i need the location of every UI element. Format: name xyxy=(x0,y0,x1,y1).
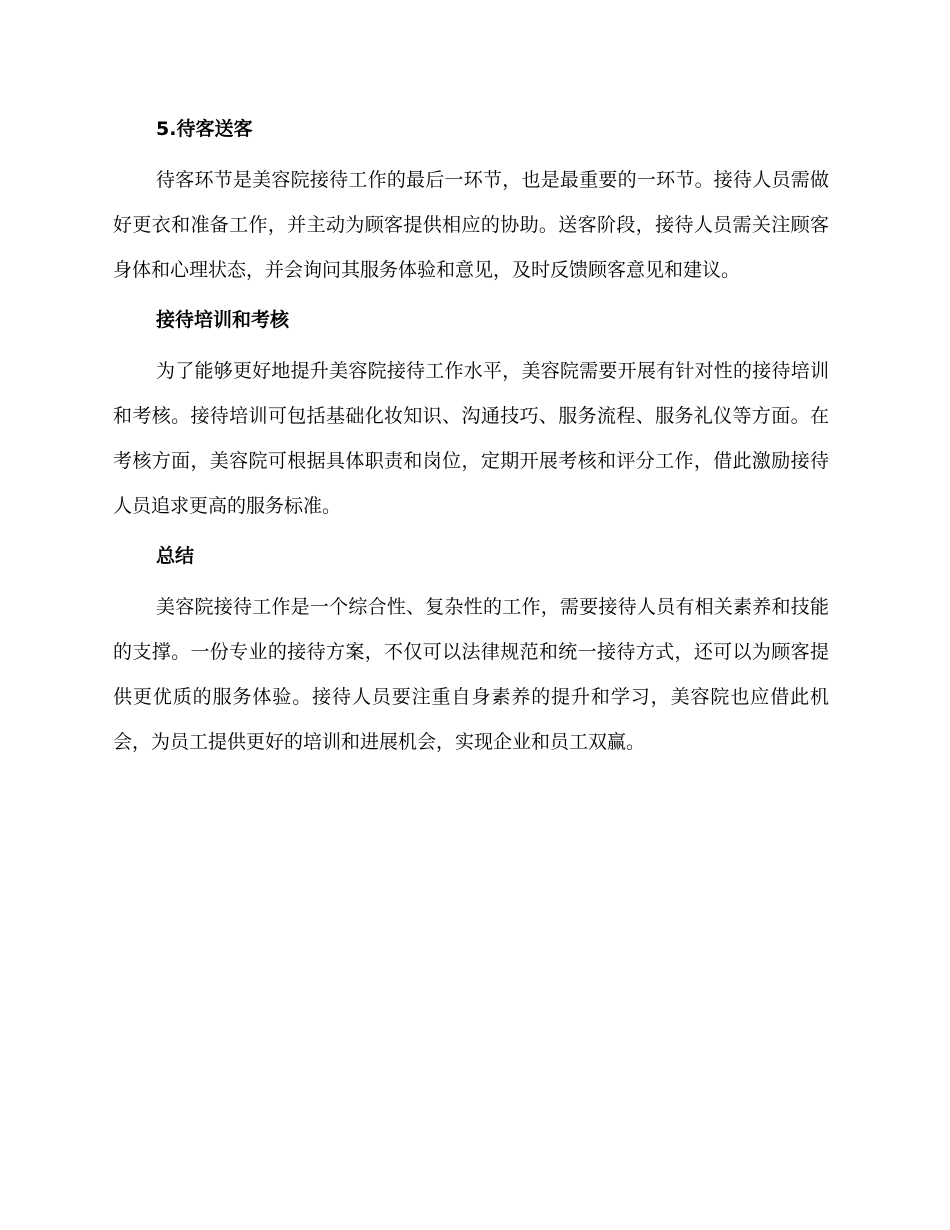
section-heading-training-assessment: 接待培训和考核 xyxy=(156,309,290,331)
section-paragraph-summary: 美容院接待工作是一个综合性、复杂性的工作，需要接待人员有相关素养和技能的支撑。一份专业的接待方案，不仅可以法律规范和统一接待方式，还可以为顾客提供更优质的服务体验。接待人员要注重自身素养的提升和学习，美容院也应借此机会，为员工提供更好的培训和进展机会，实现企业和员工双赢。 xyxy=(113,596,829,753)
section-heading-summary: 总结 xyxy=(156,545,195,567)
document-body xyxy=(113,112,829,765)
section-paragraph-training-assessment: 为了能够更好地提升美容院接待工作水平，美容院需要开展有针对性的接待培训和考核。接待培训可包括基础化妆知识、沟通技巧、服务流程、服务礼仪等方面。在考核方面，美容院可根据具体职责和岗位，定期开展考核和评分工作，借此激励接待人员追求更高的服务标准。 xyxy=(113,360,829,517)
section-paragraph-reception-farewell: 待客环节是美容院接待工作的最后一环节，也是最重要的一环节。接待人员需做好更衣和准备工作，并主动为顾客提供相应的协助。送客阶段，接待人员需关注顾客身体和心理状态，并会询问其服务体验和意见，及时反馈顾客意见和建议。 xyxy=(113,169,829,281)
section-heading-reception-farewell: 5.待客送客 xyxy=(156,118,253,140)
